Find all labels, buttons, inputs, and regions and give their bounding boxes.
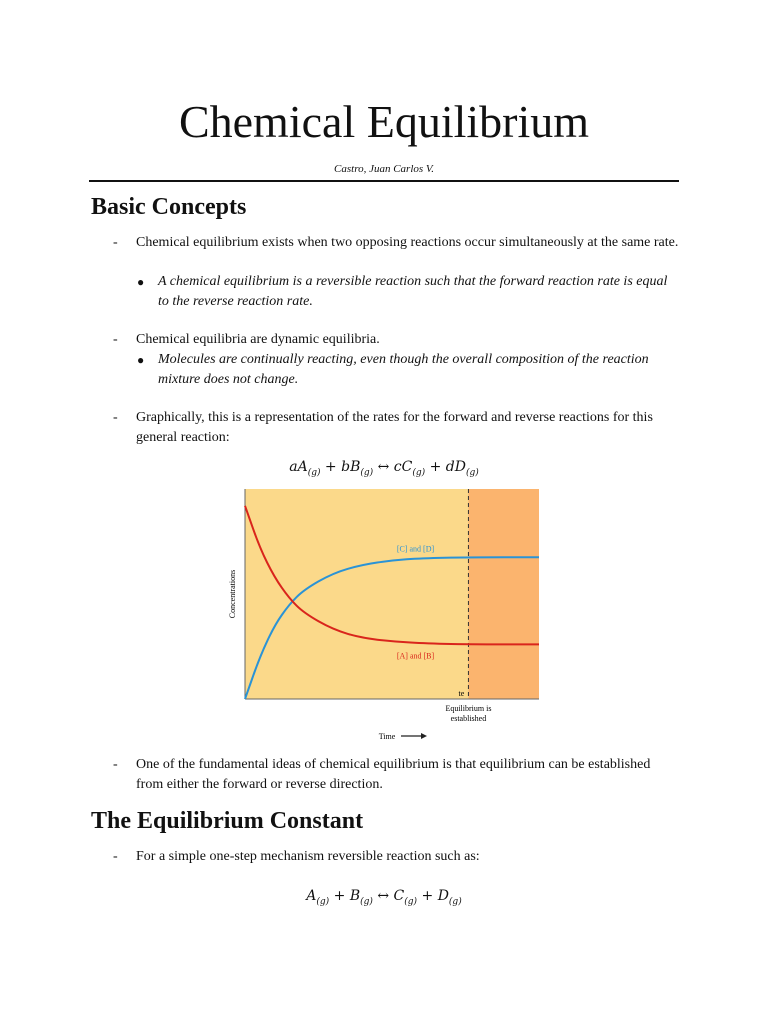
paragraph-item: Graphically, this is a representation of the rates for the forward and reverse reactions for this general reaction: (136, 410, 653, 445)
title-divider (89, 180, 679, 182)
paragraph-item: One of the fundamental ideas of chemical equilibrium is that equilibrium can be established from either the forward or reverse direction. (136, 757, 651, 792)
eq-term: ↔ cC (373, 459, 413, 475)
eq-state: (g) (360, 467, 374, 478)
section-heading-equilibrium-constant: The Equilibrium Constant (91, 808, 364, 834)
equilibrium-note: Equilibrium is established (445, 704, 492, 723)
eq-state: (g) (360, 896, 373, 907)
y-axis-label: Concentrations (228, 569, 237, 619)
equilibrium-region (468, 489, 539, 699)
equilibrium-chart (225, 486, 555, 748)
section-heading-basic-concepts: Basic Concepts (91, 194, 247, 220)
series-label-products: [C] and [D] (396, 544, 435, 554)
dash-marker: - (113, 410, 118, 425)
eq-state: (g) (448, 896, 462, 907)
simple-reaction-equation (0, 888, 768, 907)
equilibrium-tick-label: te (458, 689, 465, 698)
dash-marker: - (113, 332, 118, 347)
eq-state: (g) (307, 467, 321, 478)
x-axis-arrow-head (421, 733, 427, 739)
eq-state: (g) (404, 896, 418, 907)
bullet-dot: ● (137, 275, 145, 289)
eq-term: ↔ C (372, 888, 405, 904)
eq-state: (g) (465, 467, 479, 478)
paragraph-item: Chemical equilibria are dynamic equilibria. (136, 332, 380, 347)
sub-bullet-text: Molecules are continually reacting, even though the overall composition of the reaction mixture does not change. (158, 352, 649, 387)
general-reaction-equation (0, 459, 768, 478)
bullet-dot: ● (137, 353, 145, 367)
paragraph-item: Chemical equilibrium exists when two opposing reactions occur simultaneously at the same rate. (136, 235, 679, 250)
page-title: Chemical Equilibrium (178, 96, 590, 147)
eq-state: (g) (412, 467, 426, 478)
series-label-reactants: [A] and [B] (396, 651, 435, 661)
dash-marker: - (113, 235, 118, 250)
eq-term: aA (289, 459, 308, 475)
eq-term: + B (329, 888, 361, 904)
eq-term: + bB (320, 459, 361, 475)
author-line: Castro, Juan Carlos V. (334, 163, 434, 175)
eq-term: + dD (425, 459, 466, 475)
eq-term: A (306, 888, 317, 904)
eq-term: + D (417, 888, 449, 904)
eq-state: (g) (316, 896, 330, 907)
dash-marker: - (113, 849, 118, 864)
dash-marker: - (113, 757, 118, 772)
paragraph-item: For a simple one-step mechanism reversible reaction such as: (136, 849, 480, 864)
x-axis-label: Time (378, 732, 396, 741)
sub-bullet-text: A chemical equilibrium is a reversible reaction such that the forward reaction rate is equal to the reverse reaction rate. (158, 274, 668, 309)
